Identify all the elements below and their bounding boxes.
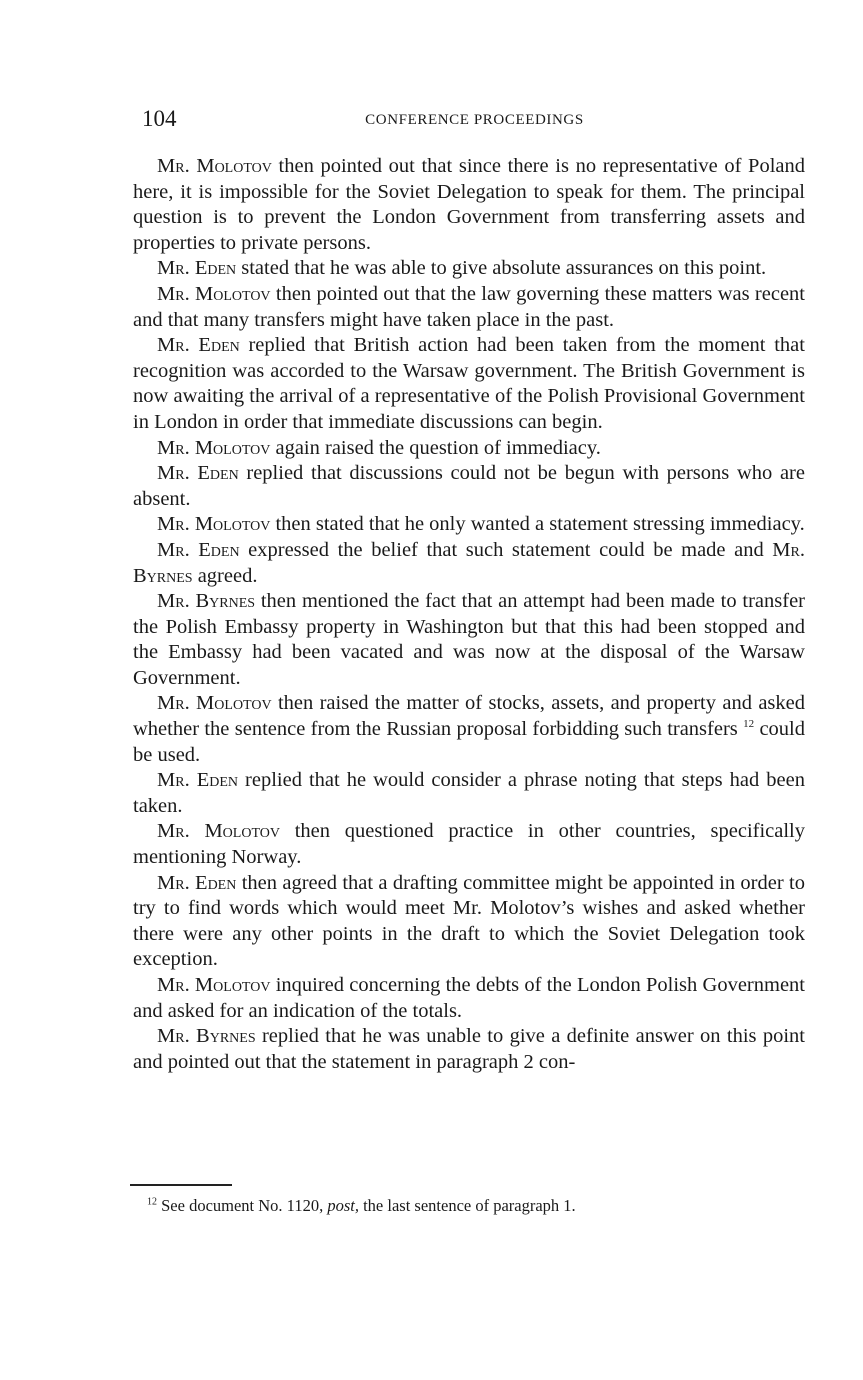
paragraph-text: agreed. [192,564,258,587]
paragraph-text: then mentioned the fact that an attempt had been made to transfer the Polish Embassy property in Washington but that this had been stopped and the Embassy had been vacated and was now at the disposal of the Warsaw Government. [133,590,805,689]
speaker-name: Mr. Eden [157,538,240,561]
paragraph [133,282,805,333]
speaker-name: Mr. Molotov [157,692,272,715]
paragraph [133,871,805,973]
paragraph-text: inquired concerning the debts of the London Polish Government and asked for an indication of the totals. [133,974,805,1022]
paragraph [133,768,805,819]
speaker-name: Mr. Molotov [157,436,271,459]
speaker-name: Mr. Molotov [157,155,272,177]
paragraph [133,333,805,435]
paragraph-text: then agreed that a drafting committee might be appointed in order to try to find words which would meet Mr. Molotov’s wishes and asked whether there were any other points in the draft to which the Soviet Delegation took exception. [133,871,805,971]
paragraph [133,256,805,282]
speaker-name: Mr. Byrnes [157,590,256,613]
speaker-name: Mr. Molotov [157,820,280,843]
paragraph [133,512,805,538]
footnote-divider [130,1184,232,1186]
footnote-text: the last sentence of paragraph 1. [358,1196,576,1215]
paragraph-text: stated that he was able to give absolute assurances on this point. [236,257,767,280]
paragraph-text: replied that British action had been taken from the moment that recognition was accorded to the Warsaw government. The British Government is now awaiting the arrival of a representative of the Polish Provisional Government in London in order that immediate discussions can begin. [133,334,805,433]
speaker-name: Mr. Molotov [157,282,271,305]
paragraph-text: replied that he was unable to give a definite answer on this point and pointed out that the statement in paragraph 2 con- [133,1025,806,1073]
paragraph [133,819,805,870]
footnote [147,1196,576,1216]
body-text [133,154,805,1075]
paragraph [133,1024,805,1075]
paragraph [133,589,805,691]
paragraph-text: again raised the question of immediacy. [270,436,601,459]
speaker-name: Mr. Eden [157,334,240,357]
speaker-name: Mr. Byrnes [133,538,805,587]
paragraph-text: then pointed out that since there is no representative of Poland here, it is impossible for the Soviet Delegation to speak for them. The principal question is to prevent the London Government from transferring assets and properties to private persons. [133,155,806,254]
paragraph [133,691,805,768]
speaker-name: Mr. Eden [157,257,237,280]
speaker-name: Mr. Eden [157,462,239,485]
footnote-number: 12 [147,1196,157,1208]
page-number: 104 [142,106,177,131]
speaker-name: Mr. Molotov [157,974,271,996]
paragraph [133,538,805,589]
speaker-name: Mr. Eden [157,871,237,894]
paragraph [133,973,805,1024]
page-header [142,106,807,136]
paragraph-text: then raised the matter of stocks, assets, and property and asked whether the sentence from the Russian proposal forbidding such transfers [133,692,805,741]
paragraph-text: could be used. [133,718,805,766]
paragraph-text: replied that discussions could not be begun with persons who are absent. [133,462,805,510]
paragraph-text: then questioned practice in other countries, specifically mentioning Norway. [133,820,805,869]
footnote-ref: 12 [743,718,755,731]
paragraph [133,461,805,512]
paragraph-text: then pointed out that the law governing these matters was recent and that many transfers might have taken place in the past. [133,282,805,331]
paragraph-text: expressed the belief that such statement could be made and [239,538,773,561]
paragraph-text: then stated that he only wanted a statement stressing immediacy. [270,513,805,536]
paragraph [133,436,805,462]
footnote-italic: post, [327,1196,359,1215]
speaker-name: Mr. Molotov [157,513,271,536]
paragraph-text: replied that he would consider a phrase noting that steps had been taken. [133,769,805,817]
speaker-name: Mr. Byrnes [157,1025,256,1048]
speaker-name: Mr. Eden [157,769,239,792]
footnote-text: See document No. 1120, [157,1196,328,1215]
paragraph [133,154,805,256]
running-head: CONFERENCE PROCEEDINGS [365,112,584,128]
